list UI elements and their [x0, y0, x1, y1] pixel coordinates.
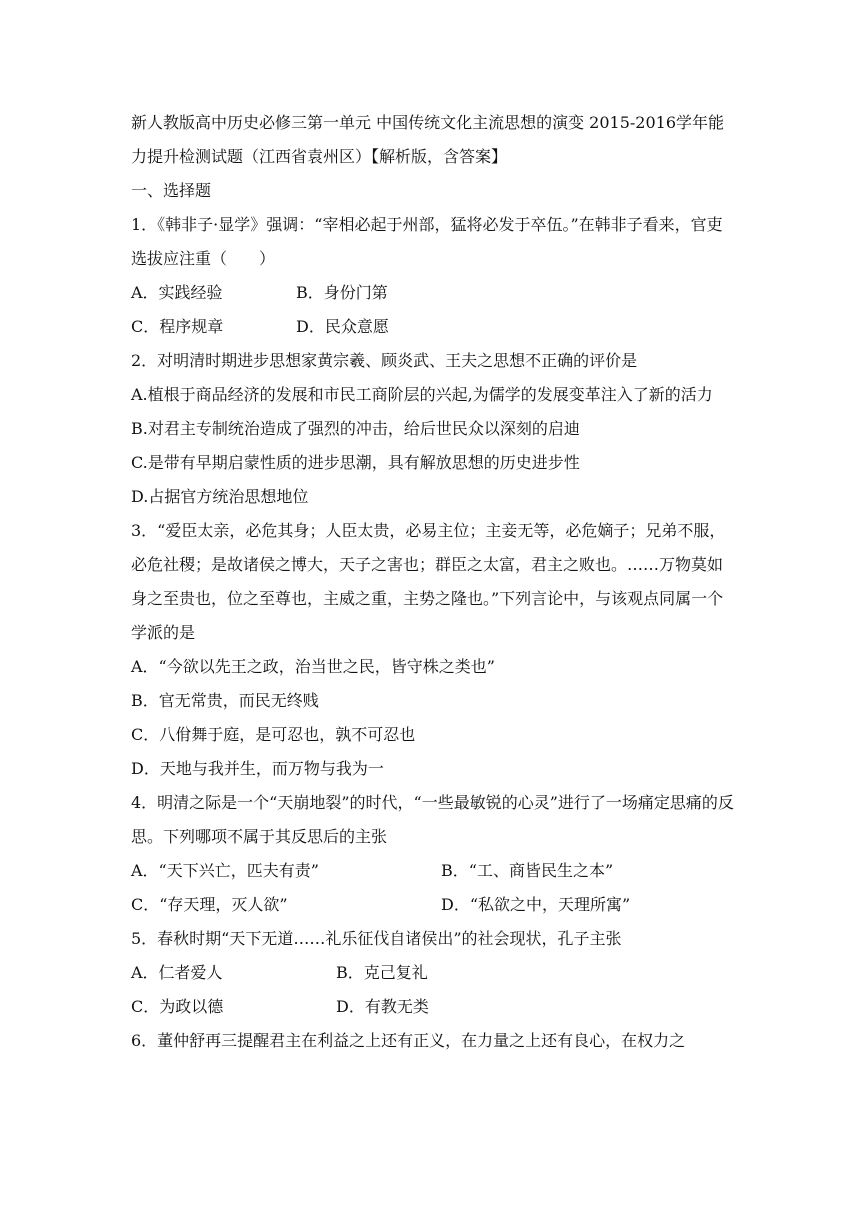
- q1-option-d: D．民众意愿: [296, 317, 389, 336]
- q5-option-d: D．有教无类: [336, 997, 429, 1016]
- q1-option-c: C．程序规章: [131, 317, 224, 336]
- document-title: 新人教版高中历史必修三第一单元 中国传统文化主流思想的演变 2015-2016学年能力提升检测试题（江西省袁州区）【解析版，含答案】: [131, 113, 725, 166]
- q4-option-c: C．“存天理，灭人欲”: [131, 895, 288, 914]
- question-6-stem: 6．董仲舒再三提醒君主在利益之上还有正义，在力量之上还有良心，在权力之: [131, 1031, 686, 1050]
- q3-option-a: A．“今欲以先王之政，治当世之民，皆守株之类也”: [131, 657, 495, 676]
- question-2-stem: 2．对明清时期进步思想家黄宗羲、顾炎武、王夫之思想不正确的评价是: [131, 351, 638, 370]
- q3-option-d: D．天地与我并生，而万物与我为一: [131, 759, 384, 778]
- question-1-options-row-1: [131, 276, 735, 310]
- q5-option-b: B．克己复礼: [336, 963, 428, 982]
- q2-option-c: C.是带有早期启蒙性质的进步思潮，具有解放思想的历史进步性: [131, 453, 580, 472]
- q2-option-a: A.植根于商品经济的发展和市民工商阶层的兴起,为儒学的发展变革注入了新的活力: [131, 385, 713, 404]
- question-4-options-row-1: [131, 854, 735, 888]
- question-1-stem: 1．《韩非子·显学》强调：“宰相必起于州部，猛将必发于卒伍。”在韩非子看来，官吏选拔应注重（ ）: [131, 215, 723, 268]
- q1-option-b: B．身份门第: [296, 283, 388, 302]
- question-1-options-row-2: [131, 310, 735, 344]
- question-4-options-row-2: [131, 888, 735, 922]
- q3-option-c: C．八佾舞于庭，是可忍也，孰不可忍也: [131, 725, 416, 744]
- section-heading: 一、选择题: [131, 181, 212, 200]
- q5-option-a: A．仁者爱人: [131, 963, 223, 982]
- q5-option-c: C．为政以德: [131, 997, 224, 1016]
- q2-option-b: B.对君主专制统治造成了强烈的冲击，给后世民众以深刻的启迪: [131, 419, 580, 438]
- q4-option-b: B．“工、商皆民生之本”: [441, 861, 614, 880]
- question-4-stem: 4．明清之际是一个“天崩地裂”的时代，“一些最敏锐的心灵”进行了一场痛定思痛的反思。下列哪项不属于其反思后的主张: [131, 793, 734, 846]
- question-5-stem: 5．春秋时期“天下无道……礼乐征伐自诸侯出”的社会现状，孔子主张: [131, 929, 622, 948]
- q3-option-b: B．官无常贵，而民无终贱: [131, 691, 319, 710]
- document-body: [131, 106, 735, 1058]
- question-5-options-row-2: [131, 990, 735, 1024]
- question-3-stem: 3．“爱臣太亲，必危其身；人臣太贵，必易主位；主妾无等，必危嫡子；兄弟不服，必危社稷；是故诸侯之博大，天子之害也；群臣之太富，君主之败也。……万物莫如身之至贵也，位之至尊也，主威之重，主势之隆也。”下列言论中，与该观点同属一个学派的是: [131, 521, 726, 642]
- q2-option-d: D.占据官方统治思想地位: [131, 487, 309, 506]
- q1-option-a: A．实践经验: [131, 283, 223, 302]
- q4-option-a: A．“天下兴亡，匹夫有责”: [131, 861, 319, 880]
- question-5-options-row-1: [131, 956, 735, 990]
- q4-option-d: D．“私欲之中，天理所寓”: [441, 895, 631, 914]
